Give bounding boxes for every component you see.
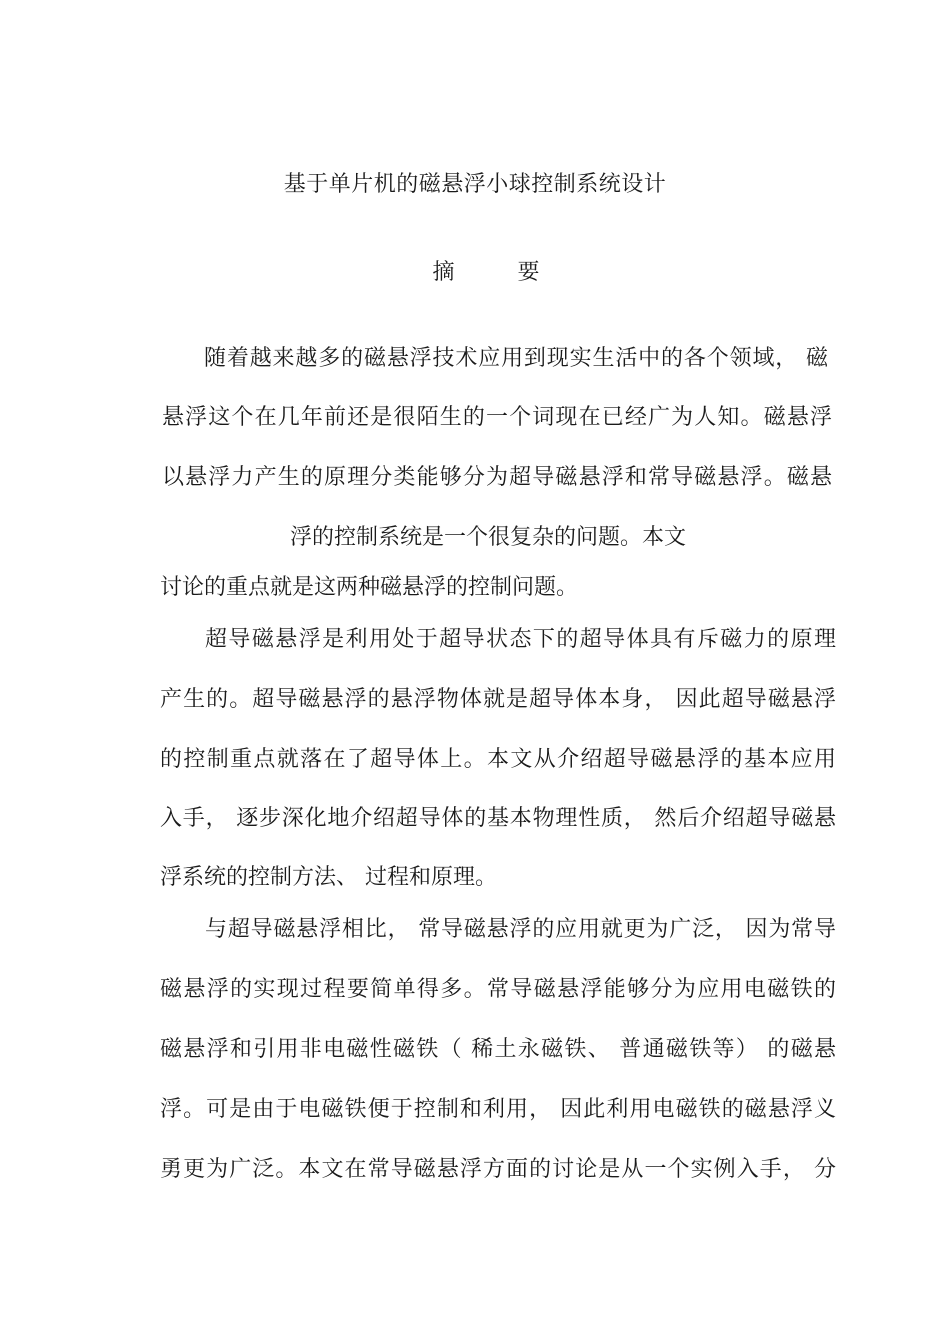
text-line: 浮。可是由于电磁铁便于控制和利用， 因此利用电磁铁的磁悬浮义: [160, 1097, 836, 1122]
text-line: 超导磁悬浮是利用处于超导状态下的超导体具有斥磁力的原理: [205, 627, 836, 652]
text-line: 磁悬浮和引用非电磁性磁铁（ 稀土永磁铁、 普通磁铁等） 的磁悬: [160, 1037, 836, 1062]
text-line: 浮的控制系统是一个很复杂的问题。本文: [290, 525, 687, 550]
text-line: 的控制重点就落在了超导体上。本文从介绍超导磁悬浮的基本应用: [160, 747, 836, 772]
text-line: 产生的。超导磁悬浮的悬浮物体就是超导体本身， 因此超导磁悬浮: [160, 687, 836, 712]
text-line: 以悬浮力产生的原理分类能够分为超导磁悬浮和常导磁悬浮。磁悬: [162, 465, 832, 490]
text-line: 悬浮这个在几年前还是很陌生的一个词现在已经广为人知。磁悬浮: [162, 405, 832, 430]
text-line: 磁悬浮的实现过程要简单得多。常导磁悬浮能够分为应用电磁铁的: [160, 977, 836, 1002]
text-line: 浮系统的控制方法、 过程和原理。: [160, 865, 497, 890]
text-line: 与超导磁悬浮相比， 常导磁悬浮的应用就更为广泛， 因为常导: [205, 917, 836, 942]
abstract-heading: 摘 要: [432, 260, 568, 285]
text-line: 勇更为广泛。本文在常导磁悬浮方面的讨论是从一个实例入手， 分: [160, 1157, 836, 1182]
text-line: 讨论的重点就是这两种磁悬浮的控制问题。: [160, 575, 579, 600]
document-title: 基于单片机的磁悬浮小球控制系统设计: [283, 172, 667, 197]
text-line: 入手， 逐步深化地介绍超导体的基本物理性质， 然后介绍超导磁悬: [160, 806, 836, 831]
text-line: 随着越来越多的磁悬浮技术应用到现实生活中的各个领域， 磁: [204, 346, 828, 371]
